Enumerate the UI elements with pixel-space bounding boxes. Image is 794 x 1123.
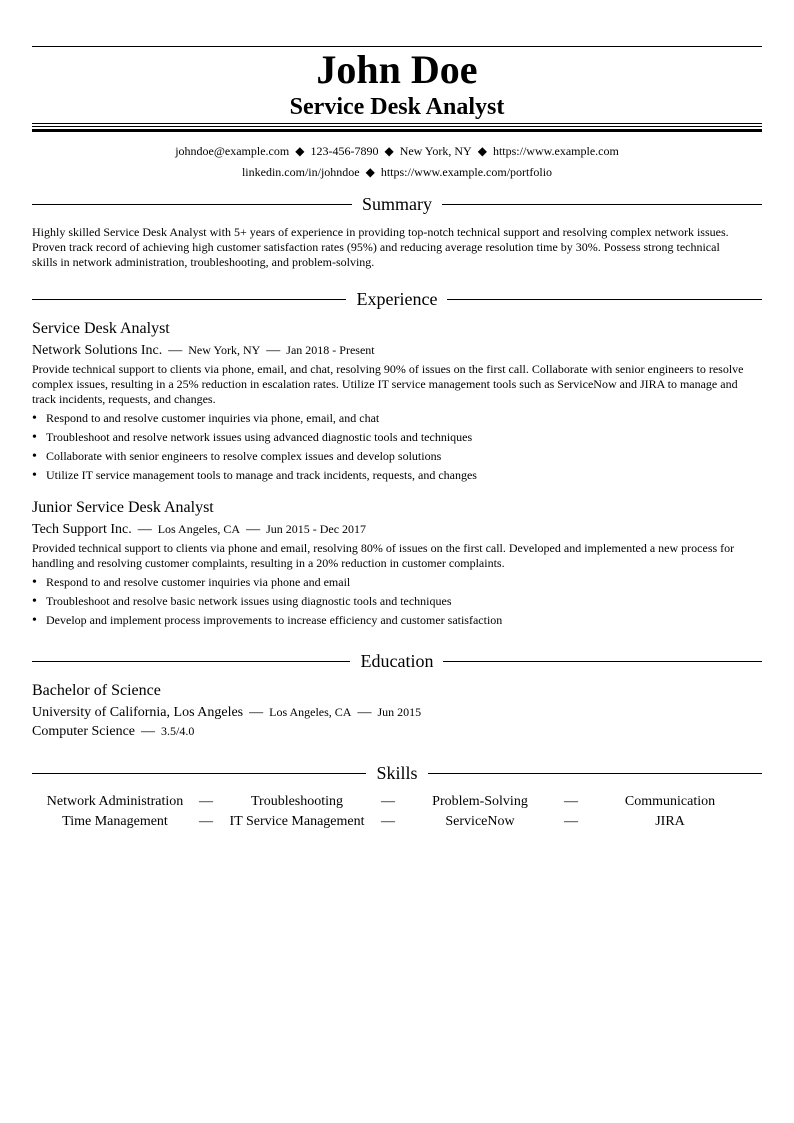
skill-separator: — xyxy=(381,794,395,809)
summary-text: Highly skilled Service Desk Analyst with 5+ years of experience in providing top-notch technical support and resolving complex network issues. Proven track record of achieving high customer satisfaction rates (95%) and reducing average resolution time by 30%. Possess strong technical skills in network administration, troubleshooting, and problem-solving. xyxy=(32,225,729,269)
email-link[interactable]: johndoe@example.com xyxy=(175,144,290,158)
skill-item: IT Service Management xyxy=(229,814,365,829)
diamond-separator-icon: ◆ xyxy=(295,144,305,158)
section-title-experience: Experience xyxy=(347,289,448,309)
graduation-date: Jun 2015 xyxy=(377,705,422,719)
diamond-separator-icon: ◆ xyxy=(365,165,375,179)
contact-line-2 xyxy=(32,164,762,180)
list-item: • Utilize IT service management tools to manage and track incidents, requests, and changes xyxy=(32,468,477,483)
skill-item: Communication xyxy=(624,794,716,809)
list-item: • Collaborate with senior engineers to resolve complex issues and develop solutions xyxy=(32,449,442,464)
skill-separator: — xyxy=(564,814,578,829)
job-meta: Network Solutions Inc. — New York, NY — Jan 2018 - Present xyxy=(32,343,375,358)
field-of-study: Computer Science xyxy=(32,724,136,739)
location: New York, NY xyxy=(399,144,472,158)
skill-separator: — xyxy=(199,814,213,829)
header-rule-mid xyxy=(32,126,762,127)
list-item: • Troubleshoot and resolve basic network issues using diagnostic tools and techniques xyxy=(32,594,452,609)
job-description: Provided technical support to clients via phone and email, resolving 80% of issues on the first call. Developed and implemented a new process for handling and resolving customer complaints, resulting in a 20% reduction in customer complaints. xyxy=(32,541,735,570)
skills-grid xyxy=(32,792,762,832)
job-bullets xyxy=(32,573,744,630)
bullet-icon: • xyxy=(32,468,37,483)
candidate-name: John Doe xyxy=(316,47,478,92)
skill-item: Problem-Solving xyxy=(432,794,528,809)
company-name: Network Solutions Inc. xyxy=(32,343,163,358)
bullet-icon: • xyxy=(32,575,37,590)
job-dates: Jan 2018 - Present xyxy=(286,343,375,357)
school-location: Los Angeles, CA xyxy=(269,705,352,719)
bullet-icon: • xyxy=(32,430,37,445)
section-title-education: Education xyxy=(351,651,444,671)
skill-item: ServiceNow xyxy=(445,814,515,829)
job-location: New York, NY xyxy=(188,343,261,357)
company-name: Tech Support Inc. xyxy=(32,522,132,537)
section-header-summary xyxy=(32,193,762,217)
section-title-summary: Summary xyxy=(352,194,442,214)
section-title-skills: Skills xyxy=(366,763,427,783)
education-meta: University of California, Los Angeles — Los Angeles, CA — Jun 2015 xyxy=(32,705,422,720)
education-field: Computer Science — 3.5/4.0 xyxy=(32,724,195,739)
linkedin-link[interactable]: linkedin.com/in/johndoe xyxy=(241,165,360,179)
section-header-skills xyxy=(32,762,762,786)
gpa: 3.5/4.0 xyxy=(161,724,195,738)
skill-item: Network Administration xyxy=(46,794,184,809)
degree: Bachelor of Science xyxy=(32,682,161,699)
bullet-icon: • xyxy=(32,411,37,426)
section-header-education xyxy=(32,650,762,674)
candidate-title: Service Desk Analyst xyxy=(289,94,505,120)
bullet-icon: • xyxy=(32,613,37,628)
diamond-separator-icon: ◆ xyxy=(384,144,394,158)
portfolio-link[interactable]: https://www.example.com/portfolio xyxy=(380,165,553,179)
section-header-experience xyxy=(32,288,762,312)
job-title: Service Desk Analyst xyxy=(32,320,170,337)
list-item: • Respond to and resolve customer inquiries via phone, email, and chat xyxy=(32,411,380,426)
skills-row xyxy=(32,792,762,812)
contact-line-1 xyxy=(32,143,762,159)
skill-item: Troubleshooting xyxy=(250,794,344,809)
bullet-icon: • xyxy=(32,449,37,464)
job-meta: Tech Support Inc. — Los Angeles, CA — Jun 2015 - Dec 2017 xyxy=(32,522,367,537)
job-title: Junior Service Desk Analyst xyxy=(32,499,214,516)
skill-item: JIRA xyxy=(655,814,685,829)
header-rule-thin xyxy=(32,123,762,124)
header-rule-thick xyxy=(32,129,762,132)
job-description: Provide technical support to clients via phone, email, and chat, resolving 90% of issues on the first call. Collaborate with senior engineers to resolve complex issues, resulting in a 25% reduction in escalation rates. Utilize IT service management tools such as ServiceNow and JIRA to manage and track incidents, requests, and changes. xyxy=(32,362,744,406)
bullet-icon: • xyxy=(32,594,37,609)
school-name: University of California, Los Angeles xyxy=(32,705,244,720)
website-link[interactable]: https://www.example.com xyxy=(492,144,619,158)
skill-separator: — xyxy=(564,794,578,809)
skill-separator: — xyxy=(381,814,395,829)
job-location: Los Angeles, CA xyxy=(157,522,241,536)
diamond-separator-icon: ◆ xyxy=(477,144,487,158)
job-bullets xyxy=(32,409,744,485)
skills-row xyxy=(32,812,762,832)
list-item: • Develop and implement process improvements to increase efficiency and customer satisfaction xyxy=(32,613,503,628)
phone-number[interactable]: 123-456-7890 xyxy=(310,144,379,158)
list-item: • Troubleshoot and resolve network issues using advanced diagnostic tools and techniques xyxy=(32,430,473,445)
skill-item: Time Management xyxy=(62,814,168,829)
list-item: • Respond to and resolve customer inquiries via phone and email xyxy=(32,575,351,590)
job-dates: Jun 2015 - Dec 2017 xyxy=(266,522,367,536)
skill-separator: — xyxy=(199,794,213,809)
